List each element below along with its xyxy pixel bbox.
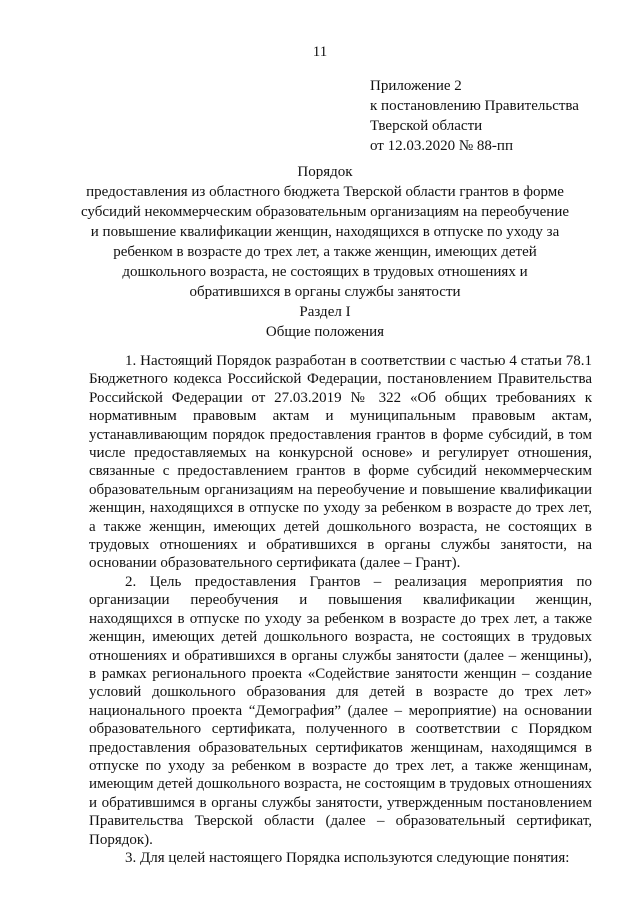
paragraph-1: 1. Настоящий Порядок разработан в соответствии с частью 4 статьи 78.1 Бюджетного кодекса Российской Федерации, постановлением Правительства Российской Федерации от 27.03.2019 № 322 «Об общих требованиях к нормативным правовым актам и муниципальным правовым актам, устанавливающим порядок предоставления грантов в форме субсидий, в том числе предоставляемых на конкурсной основе» и регулирует отношения, связанные с предоставлением грантов в форме субсидий некоммерческим образовательным организациям на переобучение и повышение квалификации женщин, находящихся в отпуске по уходу за ребенком в возрасте до трех лет, а также женщин, имеющих детей дошкольного возраста, не состоящих в трудовых отношениях и обратившихся в органы службы занятости, на основании образовательного сертификата (далее – Грант). [89, 353, 592, 572]
title-line: ребенком в возрасте до трех лет, а также женщин, имеющих детей [113, 244, 537, 260]
title-line: предоставления из областного бюджета Тверской области грантов в форме [86, 184, 564, 200]
title-line: обратившихся в органы службы занятости [189, 284, 461, 300]
title-line: дошкольного возраста, не состоящих в трудовых отношениях и [122, 264, 528, 280]
title-line: и повышение квалификации женщин, находящихся в отпуске по уходу за [90, 224, 560, 240]
paragraph-3: 3. Для целей настоящего Порядка используются следующие понятия: [125, 849, 570, 866]
appendix-line: от 12.03.2020 № 88-пп [370, 138, 513, 154]
body-text [89, 352, 592, 867]
page-number: 11 [312, 44, 328, 60]
appendix-header [370, 76, 579, 156]
title-line: субсидий некоммерческим образовательным организациям на переобучение [80, 204, 570, 220]
paragraph-2: 2. Цель предоставления Грантов – реализация мероприятия по организации переобучения и повышения квалификации женщин, находящихся в отпуске по уходу за ребенком в возрасте до трех лет, а также женщин, имеющих детей дошкольного возраста, не состоящих в трудовых отношениях и обратившихся в органы службы занятости (далее – женщины), в рамках регионального проекта «Содействие занятости женщин – создание условий дошкольного образования для детей в возрасте до трех лет» национального проекта “Демография” (далее – мероприятие) на основании образовательного сертификата, полученного в соответствии с Порядком предоставления образовательных сертификатов женщинам, находящимся в отпуске по уходу за ребенком в возрасте до трех лет, а также женщинам, имеющим детей дошкольного возраста, не состоящим в трудовых отношениях и обратившимся в органы службы занятости, утвержденным постановлением Правительства Тверской области (далее – образовательный сертификат, Порядок). [89, 573, 592, 848]
title-heading: Порядок [297, 164, 353, 180]
appendix-line: к постановлению Правительства [370, 98, 579, 114]
document-title [60, 162, 590, 302]
appendix-line: Приложение 2 [370, 78, 462, 94]
appendix-line: Тверской области [370, 118, 483, 134]
section-heading [60, 302, 590, 342]
section-name: Общие положения [265, 324, 385, 340]
section-number: Раздел I [299, 304, 351, 320]
